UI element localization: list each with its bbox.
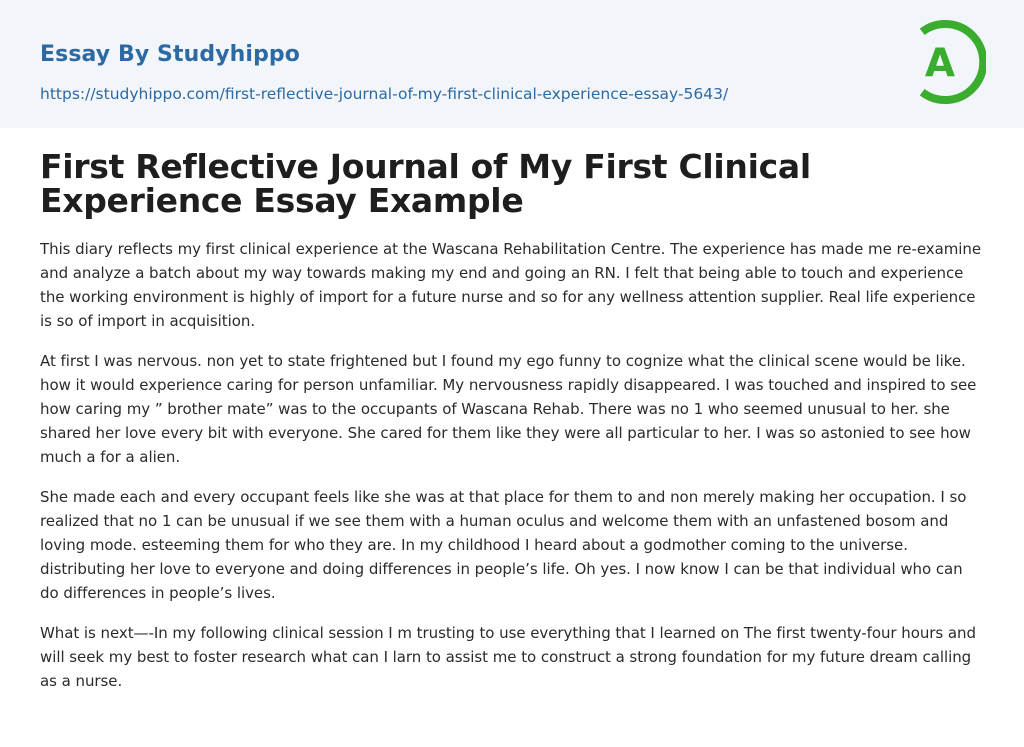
article (40, 147, 984, 693)
site-header (0, 0, 1024, 128)
studyhippo-logo-icon[interactable] (912, 19, 986, 105)
paragraph-2: At first I was nervous. non yet to state frightened but I found my ego funny to cognize what the clinical scene would be like. how it would experience caring for person unfamiliar. My nervousness rapidly disappeared. I was touched and inspired to see how caring my ” brother mate” was to the occupants of Wascana Rehab. There was no 1 who seemed unusual to her. she shared her love every bit with everyone. She cared for them like they were all particular to her. I was so astonied to see how much a for a alien. (40, 352, 977, 466)
paragraph-3: She made each and every occupant feels like she was at that place for them to and non merely making her occupation. I so realized that no 1 can be unusual if we see them with a human oculus and welcome them with an unfastened bosom and loving mode. esteeming them for who they are. In my childhood I heard about a godmother coming to the universe. distributing her love to everyone and doing differences in people’s life. Oh yes. I now know I can be that individual who can do differences in people’s lives. (40, 488, 967, 602)
paragraph-1: This diary reflects my first clinical experience at the Wascana Rehabilitation Centre. The experience has made me re-examine and analyze a batch about my way towards making my end and going an RN. I felt that being able to touch and experience the working environment is highly of import for a future nurse and so for any wellness attention supplier. Real life experience is so of import in acquisition. (40, 240, 982, 330)
paragraph-4: What is next—-In my following clinical session I m trusting to use everything that I learned on The first twenty-four hours and will seek my best to foster research what can I larn to assist me to construct a strong foundation for my future dream calling as a nurse. (40, 624, 976, 690)
logo-letter: A (924, 41, 956, 86)
site-brand[interactable]: Essay By Studyhippo (40, 42, 300, 67)
page-title: First Reflective Journal of My First Clinical Experience Essay Example (40, 147, 811, 220)
source-url-link[interactable]: https://studyhippo.com/first-reflective-journal-of-my-first-clinical-experience-essay-5643/ (40, 85, 729, 103)
